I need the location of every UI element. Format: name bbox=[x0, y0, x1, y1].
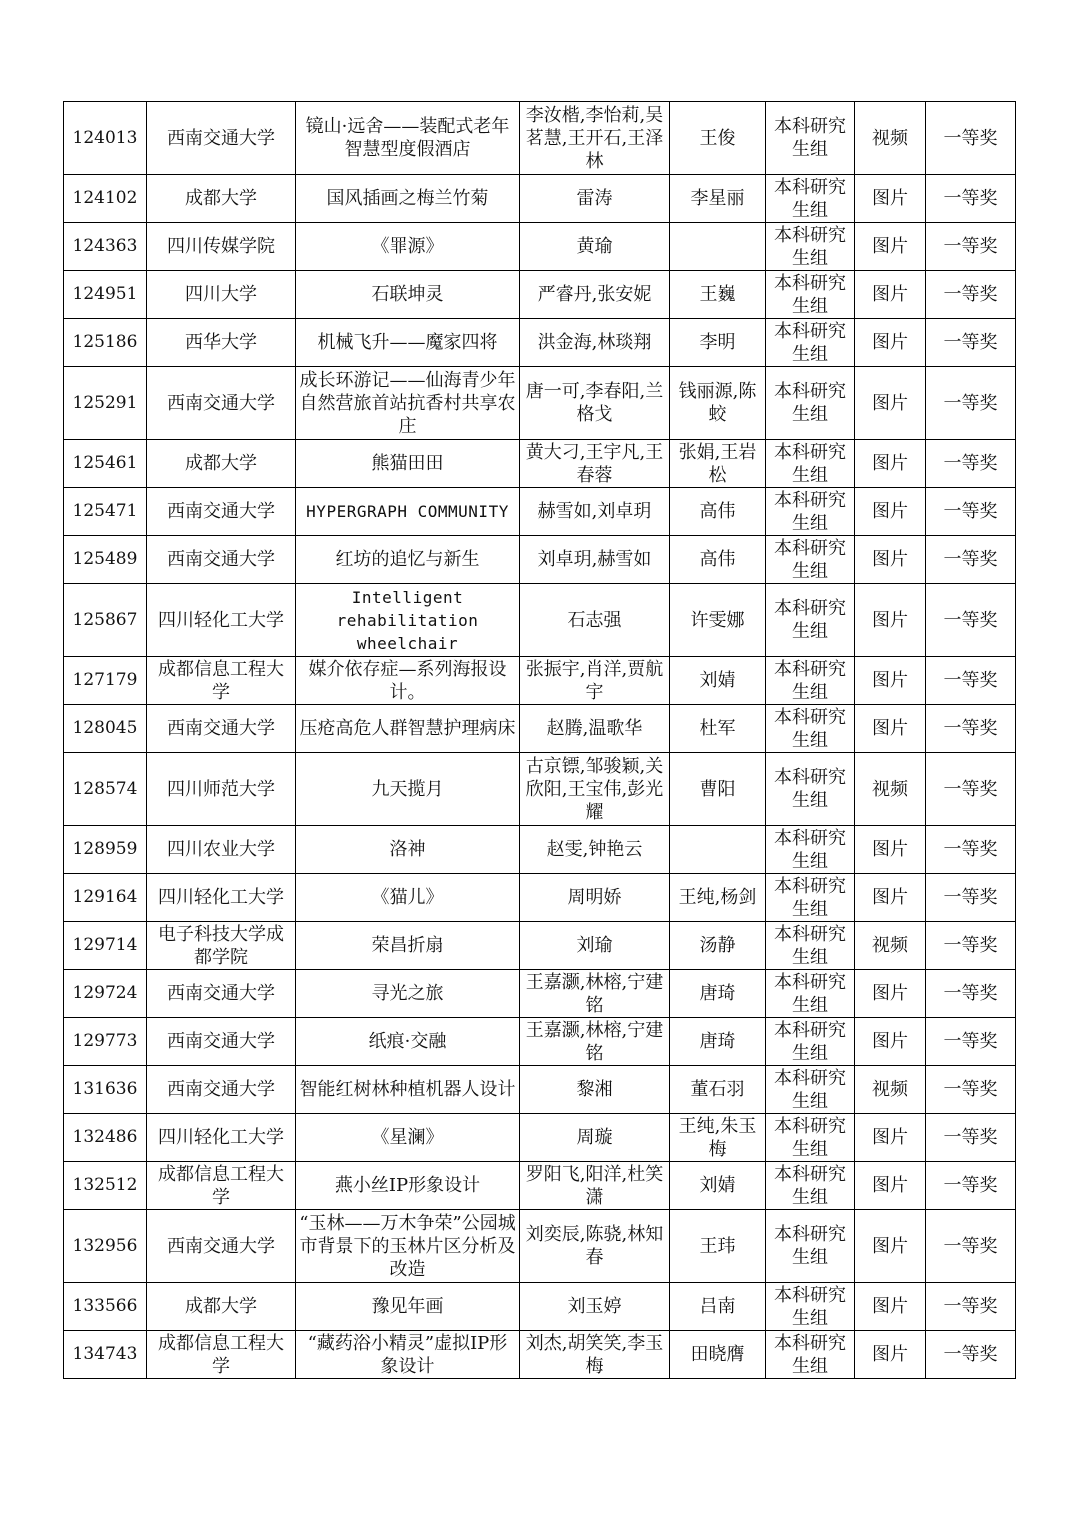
advisor-cell: 王俊 bbox=[670, 102, 766, 175]
table-row bbox=[64, 922, 1016, 970]
group-cell: 本科研究生组 bbox=[766, 1066, 855, 1114]
work-id-cell: 125461 bbox=[64, 440, 147, 488]
group-cell: 本科研究生组 bbox=[766, 440, 855, 488]
award-table bbox=[63, 101, 1016, 1379]
table-row bbox=[64, 584, 1016, 657]
award-cell: 一等奖 bbox=[926, 922, 1016, 970]
work-title-cell: 燕小丝IP形象设计 bbox=[296, 1162, 520, 1210]
work-title-cell: 媒介依存症—系列海报设计。 bbox=[296, 657, 520, 705]
table-row bbox=[64, 970, 1016, 1018]
work-type-cell: 图片 bbox=[855, 175, 926, 223]
school-cell: 成都大学 bbox=[147, 440, 296, 488]
work-id-cell: 125489 bbox=[64, 536, 147, 584]
advisor-cell: 高伟 bbox=[670, 488, 766, 536]
award-list-sheet bbox=[63, 101, 1015, 1379]
advisor-cell: 王纯,朱玉梅 bbox=[670, 1114, 766, 1162]
group-cell: 本科研究生组 bbox=[766, 1114, 855, 1162]
award-cell: 一等奖 bbox=[926, 175, 1016, 223]
work-type-cell: 图片 bbox=[855, 657, 926, 705]
work-title-cell: 豫见年画 bbox=[296, 1283, 520, 1331]
table-row bbox=[64, 1018, 1016, 1066]
authors-cell: 王嘉灏,林榕,宁建铭 bbox=[520, 1018, 670, 1066]
school-cell: 四川轻化工大学 bbox=[147, 874, 296, 922]
table-row bbox=[64, 705, 1016, 753]
school-cell: 电子科技大学成都学院 bbox=[147, 922, 296, 970]
table-row bbox=[64, 874, 1016, 922]
work-type-cell: 图片 bbox=[855, 970, 926, 1018]
table-row bbox=[64, 102, 1016, 175]
group-cell: 本科研究生组 bbox=[766, 705, 855, 753]
work-id-cell: 125186 bbox=[64, 319, 147, 367]
work-id-cell: 125867 bbox=[64, 584, 147, 657]
work-title-cell: 机械飞升——魔家四将 bbox=[296, 319, 520, 367]
authors-cell: 刘奕辰,陈骁,林知春 bbox=[520, 1210, 670, 1283]
table-row bbox=[64, 488, 1016, 536]
advisor-cell bbox=[670, 826, 766, 874]
authors-cell: 周明娇 bbox=[520, 874, 670, 922]
work-title-cell: 纸痕·交融 bbox=[296, 1018, 520, 1066]
advisor-cell: 田晓膺 bbox=[670, 1331, 766, 1379]
table-row bbox=[64, 1210, 1016, 1283]
work-title-cell: 《罪源》 bbox=[296, 223, 520, 271]
work-type-cell: 视频 bbox=[855, 102, 926, 175]
school-cell: 成都信息工程大学 bbox=[147, 657, 296, 705]
table-row bbox=[64, 657, 1016, 705]
work-id-cell: 128574 bbox=[64, 753, 147, 826]
advisor-cell: 汤静 bbox=[670, 922, 766, 970]
award-cell: 一等奖 bbox=[926, 753, 1016, 826]
award-cell: 一等奖 bbox=[926, 1018, 1016, 1066]
advisor-cell bbox=[670, 223, 766, 271]
group-cell: 本科研究生组 bbox=[766, 536, 855, 584]
authors-cell: 赵腾,温歌华 bbox=[520, 705, 670, 753]
work-id-cell: 124102 bbox=[64, 175, 147, 223]
school-cell: 西南交通大学 bbox=[147, 488, 296, 536]
work-type-cell: 图片 bbox=[855, 705, 926, 753]
group-cell: 本科研究生组 bbox=[766, 970, 855, 1018]
award-cell: 一等奖 bbox=[926, 102, 1016, 175]
group-cell: 本科研究生组 bbox=[766, 319, 855, 367]
work-type-cell: 图片 bbox=[855, 1210, 926, 1283]
work-type-cell: 图片 bbox=[855, 271, 926, 319]
group-cell: 本科研究生组 bbox=[766, 175, 855, 223]
table-row bbox=[64, 536, 1016, 584]
advisor-cell: 杜军 bbox=[670, 705, 766, 753]
table-row bbox=[64, 319, 1016, 367]
school-cell: 西华大学 bbox=[147, 319, 296, 367]
authors-cell: 石志强 bbox=[520, 584, 670, 657]
advisor-cell: 唐琦 bbox=[670, 1018, 766, 1066]
authors-cell: 赵雯,钟艳云 bbox=[520, 826, 670, 874]
work-type-cell: 图片 bbox=[855, 1114, 926, 1162]
work-type-cell: 图片 bbox=[855, 488, 926, 536]
work-title-cell: Intelligent rehabilitation wheelchair bbox=[296, 584, 520, 657]
work-id-cell: 132512 bbox=[64, 1162, 147, 1210]
award-cell: 一等奖 bbox=[926, 536, 1016, 584]
group-cell: 本科研究生组 bbox=[766, 1018, 855, 1066]
work-id-cell: 125291 bbox=[64, 367, 147, 440]
work-type-cell: 图片 bbox=[855, 584, 926, 657]
award-cell: 一等奖 bbox=[926, 1114, 1016, 1162]
award-cell: 一等奖 bbox=[926, 657, 1016, 705]
school-cell: 西南交通大学 bbox=[147, 705, 296, 753]
work-title-cell: 九天揽月 bbox=[296, 753, 520, 826]
work-title-cell: 《猫儿》 bbox=[296, 874, 520, 922]
award-cell: 一等奖 bbox=[926, 584, 1016, 657]
work-id-cell: 134743 bbox=[64, 1331, 147, 1379]
work-id-cell: 132956 bbox=[64, 1210, 147, 1283]
work-title-cell: 国风插画之梅兰竹菊 bbox=[296, 175, 520, 223]
work-id-cell: 129164 bbox=[64, 874, 147, 922]
school-cell: 西南交通大学 bbox=[147, 367, 296, 440]
group-cell: 本科研究生组 bbox=[766, 584, 855, 657]
school-cell: 四川农业大学 bbox=[147, 826, 296, 874]
advisor-cell: 吕南 bbox=[670, 1283, 766, 1331]
advisor-cell: 李明 bbox=[670, 319, 766, 367]
group-cell: 本科研究生组 bbox=[766, 102, 855, 175]
work-id-cell: 127179 bbox=[64, 657, 147, 705]
authors-cell: 严睿丹,张安妮 bbox=[520, 271, 670, 319]
authors-cell: 刘卓玥,赫雪如 bbox=[520, 536, 670, 584]
advisor-cell: 王玮 bbox=[670, 1210, 766, 1283]
work-id-cell: 133566 bbox=[64, 1283, 147, 1331]
authors-cell: 李汝楷,李怡莉,吴茗慧,王开石,王泽林 bbox=[520, 102, 670, 175]
table-row bbox=[64, 1114, 1016, 1162]
group-cell: 本科研究生组 bbox=[766, 1210, 855, 1283]
award-cell: 一等奖 bbox=[926, 440, 1016, 488]
group-cell: 本科研究生组 bbox=[766, 271, 855, 319]
school-cell: 成都信息工程大学 bbox=[147, 1331, 296, 1379]
school-cell: 四川轻化工大学 bbox=[147, 584, 296, 657]
work-title-cell: “藏药浴小精灵”虚拟IP形象设计 bbox=[296, 1331, 520, 1379]
award-cell: 一等奖 bbox=[926, 1162, 1016, 1210]
award-cell: 一等奖 bbox=[926, 223, 1016, 271]
work-type-cell: 视频 bbox=[855, 1066, 926, 1114]
school-cell: 成都信息工程大学 bbox=[147, 1162, 296, 1210]
advisor-cell: 张娟,王岩松 bbox=[670, 440, 766, 488]
group-cell: 本科研究生组 bbox=[766, 223, 855, 271]
award-cell: 一等奖 bbox=[926, 1283, 1016, 1331]
work-type-cell: 图片 bbox=[855, 440, 926, 488]
work-type-cell: 图片 bbox=[855, 223, 926, 271]
group-cell: 本科研究生组 bbox=[766, 1283, 855, 1331]
advisor-cell: 高伟 bbox=[670, 536, 766, 584]
work-title-cell: “玉林——万木争荣”公园城市背景下的玉林片区分析及改造 bbox=[296, 1210, 520, 1283]
school-cell: 四川传媒学院 bbox=[147, 223, 296, 271]
group-cell: 本科研究生组 bbox=[766, 1162, 855, 1210]
work-id-cell: 124013 bbox=[64, 102, 147, 175]
award-cell: 一等奖 bbox=[926, 1210, 1016, 1283]
work-id-cell: 128045 bbox=[64, 705, 147, 753]
table-row bbox=[64, 1283, 1016, 1331]
school-cell: 西南交通大学 bbox=[147, 1018, 296, 1066]
group-cell: 本科研究生组 bbox=[766, 657, 855, 705]
advisor-cell: 王纯,杨剑 bbox=[670, 874, 766, 922]
school-cell: 成都大学 bbox=[147, 1283, 296, 1331]
authors-cell: 罗阳飞,阳洋,杜笑潇 bbox=[520, 1162, 670, 1210]
work-type-cell: 图片 bbox=[855, 1331, 926, 1379]
work-type-cell: 图片 bbox=[855, 1018, 926, 1066]
table-row bbox=[64, 175, 1016, 223]
authors-cell: 黄瑜 bbox=[520, 223, 670, 271]
work-title-cell: 红坊的追忆与新生 bbox=[296, 536, 520, 584]
table-row bbox=[64, 1162, 1016, 1210]
table-row bbox=[64, 440, 1016, 488]
award-cell: 一等奖 bbox=[926, 874, 1016, 922]
advisor-cell: 许雯娜 bbox=[670, 584, 766, 657]
table-row bbox=[64, 1066, 1016, 1114]
work-id-cell: 128959 bbox=[64, 826, 147, 874]
work-title-cell: 石联坤灵 bbox=[296, 271, 520, 319]
table-row bbox=[64, 367, 1016, 440]
group-cell: 本科研究生组 bbox=[766, 874, 855, 922]
award-cell: 一等奖 bbox=[926, 970, 1016, 1018]
award-cell: 一等奖 bbox=[926, 488, 1016, 536]
award-cell: 一等奖 bbox=[926, 367, 1016, 440]
work-title-cell: HYPERGRAPH COMMUNITY bbox=[296, 488, 520, 536]
advisor-cell: 李星丽 bbox=[670, 175, 766, 223]
authors-cell: 张振宇,肖洋,贾航宇 bbox=[520, 657, 670, 705]
advisor-cell: 董石羽 bbox=[670, 1066, 766, 1114]
work-id-cell: 129714 bbox=[64, 922, 147, 970]
advisor-cell: 刘婧 bbox=[670, 657, 766, 705]
award-cell: 一等奖 bbox=[926, 826, 1016, 874]
group-cell: 本科研究生组 bbox=[766, 826, 855, 874]
authors-cell: 刘瑜 bbox=[520, 922, 670, 970]
work-title-cell: 压疮高危人群智慧护理病床 bbox=[296, 705, 520, 753]
group-cell: 本科研究生组 bbox=[766, 1331, 855, 1379]
school-cell: 成都大学 bbox=[147, 175, 296, 223]
work-type-cell: 视频 bbox=[855, 753, 926, 826]
advisor-cell: 曹阳 bbox=[670, 753, 766, 826]
work-type-cell: 图片 bbox=[855, 826, 926, 874]
group-cell: 本科研究生组 bbox=[766, 753, 855, 826]
advisor-cell: 唐琦 bbox=[670, 970, 766, 1018]
work-id-cell: 124363 bbox=[64, 223, 147, 271]
award-rows bbox=[64, 102, 1016, 1379]
work-id-cell: 129773 bbox=[64, 1018, 147, 1066]
work-id-cell: 129724 bbox=[64, 970, 147, 1018]
group-cell: 本科研究生组 bbox=[766, 488, 855, 536]
school-cell: 西南交通大学 bbox=[147, 970, 296, 1018]
work-title-cell: 荣昌折扇 bbox=[296, 922, 520, 970]
work-id-cell: 124951 bbox=[64, 271, 147, 319]
award-cell: 一等奖 bbox=[926, 319, 1016, 367]
table-row bbox=[64, 826, 1016, 874]
work-title-cell: 智能红树林种植机器人设计 bbox=[296, 1066, 520, 1114]
authors-cell: 刘杰,胡笑笑,李玉梅 bbox=[520, 1331, 670, 1379]
work-title-cell: 镜山·远舍——装配式老年智慧型度假酒店 bbox=[296, 102, 520, 175]
work-type-cell: 图片 bbox=[855, 1162, 926, 1210]
group-cell: 本科研究生组 bbox=[766, 922, 855, 970]
authors-cell: 黎湘 bbox=[520, 1066, 670, 1114]
authors-cell: 刘玉婷 bbox=[520, 1283, 670, 1331]
work-title-cell: 成长环游记——仙海青少年自然营旅首站抗香村共享农庄 bbox=[296, 367, 520, 440]
work-title-cell: 寻光之旅 bbox=[296, 970, 520, 1018]
school-cell: 西南交通大学 bbox=[147, 102, 296, 175]
work-type-cell: 图片 bbox=[855, 1283, 926, 1331]
work-type-cell: 图片 bbox=[855, 367, 926, 440]
school-cell: 西南交通大学 bbox=[147, 536, 296, 584]
authors-cell: 洪金海,林琰翔 bbox=[520, 319, 670, 367]
award-cell: 一等奖 bbox=[926, 1066, 1016, 1114]
authors-cell: 古京镖,邹骏颖,关欣阳,王宝伟,彭光耀 bbox=[520, 753, 670, 826]
award-cell: 一等奖 bbox=[926, 271, 1016, 319]
award-cell: 一等奖 bbox=[926, 705, 1016, 753]
advisor-cell: 刘婧 bbox=[670, 1162, 766, 1210]
school-cell: 四川师范大学 bbox=[147, 753, 296, 826]
table-row bbox=[64, 271, 1016, 319]
work-id-cell: 131636 bbox=[64, 1066, 147, 1114]
school-cell: 四川轻化工大学 bbox=[147, 1114, 296, 1162]
school-cell: 四川大学 bbox=[147, 271, 296, 319]
work-title-cell: 熊猫田田 bbox=[296, 440, 520, 488]
authors-cell: 黄大刁,王宇凡,王春蓉 bbox=[520, 440, 670, 488]
authors-cell: 雷涛 bbox=[520, 175, 670, 223]
work-title-cell: 洛神 bbox=[296, 826, 520, 874]
advisor-cell: 钱丽源,陈蛟 bbox=[670, 367, 766, 440]
authors-cell: 王嘉灏,林榕,宁建铭 bbox=[520, 970, 670, 1018]
award-cell: 一等奖 bbox=[926, 1331, 1016, 1379]
work-id-cell: 132486 bbox=[64, 1114, 147, 1162]
group-cell: 本科研究生组 bbox=[766, 367, 855, 440]
school-cell: 西南交通大学 bbox=[147, 1210, 296, 1283]
authors-cell: 周璇 bbox=[520, 1114, 670, 1162]
work-type-cell: 视频 bbox=[855, 922, 926, 970]
authors-cell: 唐一可,李春阳,兰格戈 bbox=[520, 367, 670, 440]
authors-cell: 赫雪如,刘卓玥 bbox=[520, 488, 670, 536]
school-cell: 西南交通大学 bbox=[147, 1066, 296, 1114]
work-type-cell: 图片 bbox=[855, 536, 926, 584]
table-row bbox=[64, 753, 1016, 826]
table-row bbox=[64, 223, 1016, 271]
work-type-cell: 图片 bbox=[855, 319, 926, 367]
advisor-cell: 王巍 bbox=[670, 271, 766, 319]
work-type-cell: 图片 bbox=[855, 874, 926, 922]
work-id-cell: 125471 bbox=[64, 488, 147, 536]
table-row bbox=[64, 1331, 1016, 1379]
work-title-cell: 《星澜》 bbox=[296, 1114, 520, 1162]
